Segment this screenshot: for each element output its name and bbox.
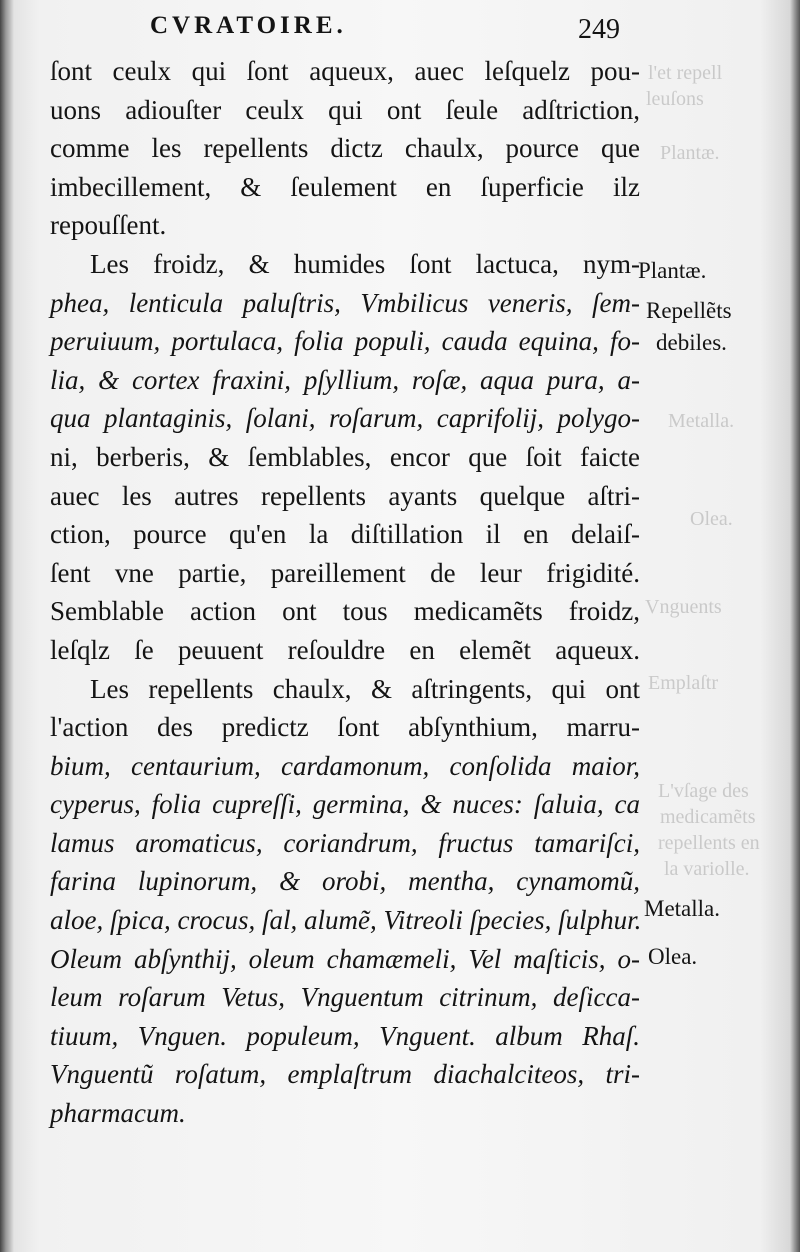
text-line: tiuum, Vnguen. populeum, Vnguent. album Rhaſ. [50, 1020, 640, 1051]
show-through-text: Vnguents [645, 596, 722, 618]
text-line: ction, pource qu'en la diſtillation il en delaiſ- [50, 519, 640, 550]
running-head: CVRATOIRE. [150, 12, 347, 39]
show-through-text: medicamẽts [660, 806, 756, 828]
text-line: ſont ceulx qui ſont aqueux, auec leſquelz pou- [50, 56, 640, 86]
text-line: Oleum abſynthij, oleum chamæmeli, Vel maſticis, o- [50, 943, 640, 974]
text-line: farina lupinorum, & orobi, mentha, cynamomũ, [50, 866, 640, 897]
text-line: leſqlz ſe peuuent reſouldre en elemẽt aqueux. [50, 634, 640, 665]
show-through-text: Metalla. [668, 410, 735, 432]
margin-note-plantae: Plantæ. [638, 258, 707, 283]
margin-note-metalla: Metalla. [644, 896, 720, 921]
margin-note-debiles: debiles. [656, 330, 727, 355]
text-line: comme les repellents dictz chaulx, pource que [50, 133, 640, 164]
text-line: Semblable action ont tous medicamẽts froidz, [50, 596, 640, 627]
show-through-text: Olea. [690, 508, 733, 530]
text-line: phea, lenticula paluſtris, Vmbilicus veneris, ſem- [50, 287, 640, 318]
text-line: peruiuum, portulaca, folia populi, cauda equina, fo- [50, 326, 640, 357]
show-through-text: l'et repell [648, 62, 723, 84]
text-line: qua plantaginis, ſolani, roſarum, caprifolij, polygo- [50, 403, 640, 434]
text-line: lia, & cortex fraxini, pſyllium, roſæ, aqua pura, a- [50, 364, 640, 395]
text-line: Les repellents chaulx, & aſtringents, qui ont [90, 673, 640, 704]
show-through-text: L'vſage des [658, 780, 749, 802]
text-line: cyperus, folia cupreſſi, germina, & nuces: ſaluia, ca [50, 789, 640, 820]
text-line: lamus aromaticus, coriandrum, fructus tamariſci, [50, 827, 640, 858]
text-line: bium, centaurium, cardamonum, conſolida maior, [50, 750, 640, 781]
show-through-text: Emplaſtr [648, 672, 718, 694]
text-line: imbecillement, & ſeulement en ſuperficie ilz [50, 171, 640, 202]
text-line: ſent vne partie, pareillement de leur frigidité. [50, 557, 640, 588]
show-through-text: repellents en [658, 832, 760, 854]
text-line: repouſſent. [50, 210, 167, 241]
text-line: aloe, ſpica, crocus, ſal, alumẽ, Vitreoli ſpecies, ſulphur. [50, 905, 642, 936]
show-through-text: la variolle. [664, 858, 750, 880]
text-line: l'action des predictz ſont abſynthium, marru- [50, 712, 640, 743]
margin-note-repellets: Repellẽts [646, 298, 732, 323]
show-through-text: leuſons [646, 88, 704, 110]
page-number: 249 [578, 14, 620, 45]
show-through-text: Plantæ. [660, 142, 720, 164]
text-line: Vnguentũ roſatum, emplaſtrum diachalciteos, tri- [50, 1059, 640, 1090]
text-line: ni, berberis, & ſemblables, encor que ſoit faicte [50, 441, 640, 472]
text-line: pharmacum. [50, 1098, 186, 1129]
text-line: uons adiouſter ceulx qui ont ſeule adſtriction, [50, 94, 640, 125]
margin-note-olea: Olea. [648, 944, 698, 969]
text-line: Les froidz, & humides ſont lactuca, nym- [90, 248, 640, 279]
text-line: auec les autres repellents ayants quelque aſtri- [50, 480, 640, 511]
text-line: leum roſarum Vetus, Vnguentum citrinum, deſicca- [50, 982, 640, 1013]
